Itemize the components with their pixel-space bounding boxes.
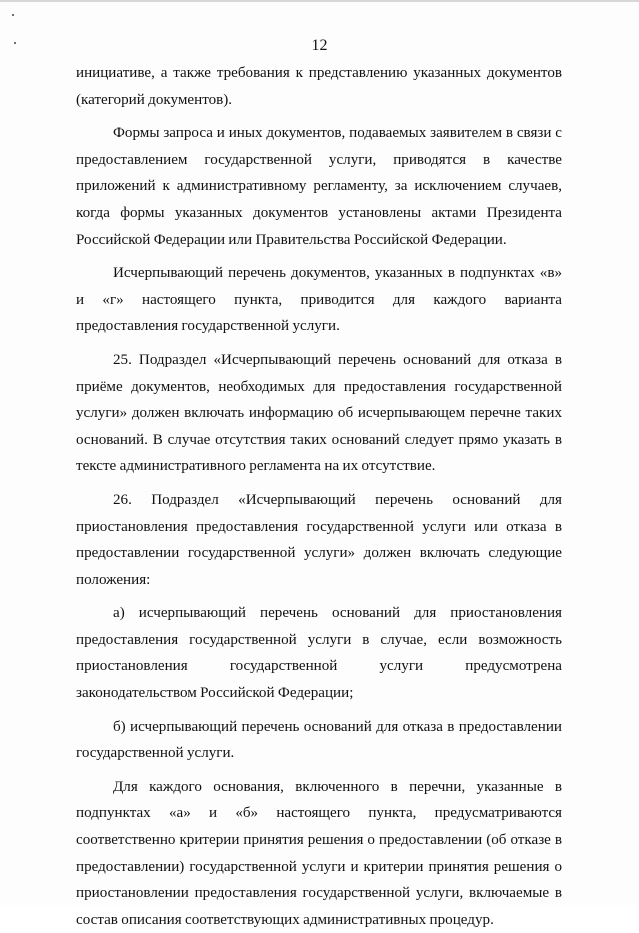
paragraph-forms: Формы запроса и иных документов, подаваемых заявителем в связи с предоставлением государственной услуги, приводятся в качестве приложений к административному регламенту, за исключением случаев, когда формы указанных документов установлены актами Президента Российской Федерации или Правительства Российской Федерации.	[76, 125, 562, 248]
paragraph-exhaustive-list: Исчерпывающий перечень документов, указанных в подпунктах «в» и «г» настоящего пункта, приводится для каждого варианта предоставления государственной услуги.	[76, 265, 562, 335]
scan-top-edge	[0, 0, 639, 2]
paragraph-subitem-b: б) исчерпывающий перечень оснований для отказа в предоставлении государственной услуги.	[76, 718, 562, 762]
paragraph-item-26: 26. Подраздел «Исчерпывающий перечень оснований для приостановления предоставления государственной услуги или отказа в предоставлении государственной услуги» должен включать следующие положения:	[76, 491, 562, 588]
paragraph-continuation: инициативе, а также требования к представлению указанных документов (категорий документов).	[76, 65, 562, 108]
paragraph-item-25: 25. Подраздел «Исчерпывающий перечень оснований для отказа в приёме документов, необходимых для предоставления государственной услуги» должен включать информацию об исчерпывающем перечне таких оснований. В случае отсутствия таких оснований следует прямо указать в тексте административного регламента на их отсутствие.	[76, 351, 562, 475]
page-number: 12	[311, 37, 328, 54]
document-body	[76, 60, 562, 933]
paragraph-subitem-a: а) исчерпывающий перечень оснований для приостановления предоставления государственной услуги в случае, если возможность приостановления государственной услуги предусмотрена законодательством Российской Федерации;	[76, 605, 562, 702]
scan-speck	[12, 14, 14, 16]
paragraph-criteria: Для каждого основания, включенного в перечни, указанные в подпунктах «а» и «б» настоящего пункта, предусматриваются соответственно критерии принятия решения о предоставлении (об отказе в предоставлении) государственной услуги и критерии принятия решения о приостановлении предоставления государственной услуги, включаемые в состав описания соответствующих административных процедур.	[76, 778, 562, 928]
